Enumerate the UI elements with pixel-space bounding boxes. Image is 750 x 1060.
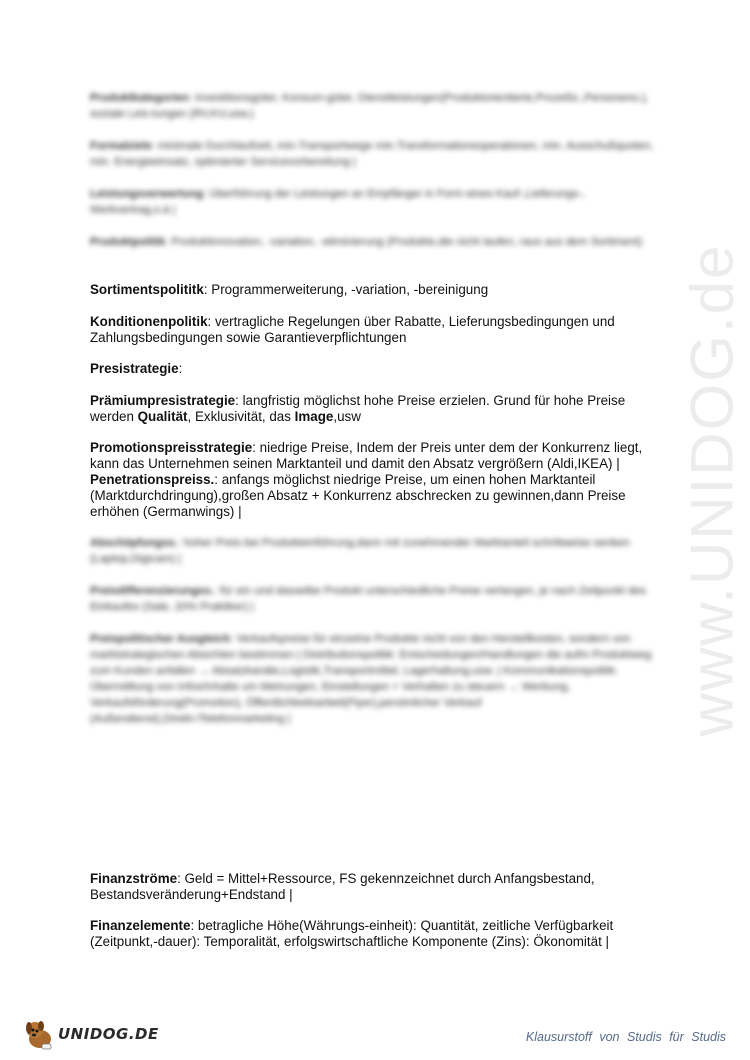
blurred-paragraph: Formalziele: minimale Durchlaufzeit, min.Transportwege min.Transformationsoperationen, min. Ausschußquoten, min. Energieeinsatz, optimierter Servicevorbereitung | [90,140,654,168]
paragraph-promotionspreisstrategie: Promotionspreisstrategie: niedrige Preise, Indem der Preis unter dem der Konkurrenz liegt, kann das Unternehmen seinen Marktanteil und damit den Absatz vergrößern (Aldi,IKEA) | Penetrationspreiss.: anfangs möglichst niedrige Preise, um einen hohen Marktanteil (Marktdurchdringung),großen Absatz + Konkurrenz abschrecken zu gewinnen,dann Preise erhöhen (Germanwings) | [90,440,643,519]
blurred-paragraph: Abschöpfungss.: hoher Preis bei Produkteinführung,dann mit zunehmender Marktanteil schrittweise senken (Laptop,Digicam) | [90,537,630,565]
blurred-paragraph: Preisdifferenzierungss.: für ein und dasselbe Produkt unterschiedliche Preise verlangen, je nach Zeitpunkt des Einkaufes (Sale, 20% Praktiker) | [90,585,646,613]
blurred-paragraph: Produktkategorien: Investitionsgüter, Konsum-güter, Dienstleistungen(Produktorientierte,Prozeßo.,Personeno.), soziale Leis-tungen (RV,KV,usw.) [90,92,649,120]
watermark: www.UNIDOG.de [678,243,746,737]
paragraph-presistrategie: Presistrategie: [90,361,183,376]
blurred-paragraph: Preispolitischer Ausgleich: Verkaufspreise für einzelne Produkte nicht von den Herstellkosten, sondern von marktstrategischen Absichten bestimmen | Distributionspolitik: Entscheidungen/Handlungen die aufm Produktweg zum Kunden anfallen → Absatzkanäle,Logistik,Transportmittel, Lagerhaltung,usw. | Kommunikationspolitik: Übermittlung von Infos/Inhalte um Meinungen, Einstellungen + Verhalten zu steuern → Werbung, Verkaufsförderung(Promotion), Öffentlichkeitsarbeit(Flyer),persönlicher Verkauf (Außendienst),Direkt-/Telefonmarketing | [90,633,652,725]
paragraph-praemiumpreisstrategie: Prämiumpresistrategie: langfristig möglichst hohe Preise erzielen. Grund für hohe Preise werden Qualität, Exklusivität, das Image,usw [90,393,626,424]
paragraph-konditionenpolitik: Konditionenpolitik: vertragliche Regelungen über Rabatte, Lieferungsbedingungen und Zahlungsbedingungen sowie Garantieverpflichtungen [90,314,615,345]
paragraph-finanzelemente: Finanzelemente: betragliche Höhe(Währungs-einheit): Quantität, zeitliche Verfügbarkeit (Zeitpunkt,-dauer): Temporalität, erfolgswirtschaftliche Komponente (Zins): Ökonomität | [90,918,614,949]
dog-icon [22,1017,56,1051]
blurred-paragraph: Produktpolitik: Produktinnovation, -variation, -eliminierung (Produkte,die nicht laufen, raus aus dem Sortiment) [90,236,643,248]
logo-text: UNIDOG.DE [58,1025,159,1043]
paragraph-sortimentspolitik: Sortimentspolititk: Programmerweiterung, -variation, -bereinigung [90,282,489,297]
unidog-logo [22,1016,162,1052]
paragraph-finanzstroeme: Finanzströme: Geld = Mittel+Ressource, FS gekennzeichnet durch Anfangsbestand, Bestandsveränderung+Endstand | [90,871,595,902]
footer-tagline: Klausurstoff von Studis für Studis [525,1030,726,1044]
blurred-paragraph: Leistungsverwertung: Überführung der Leistungen an Empfänger in Form eines Kauf-,Lieferungs-, Werkvertrag,o.ä | [90,188,585,216]
